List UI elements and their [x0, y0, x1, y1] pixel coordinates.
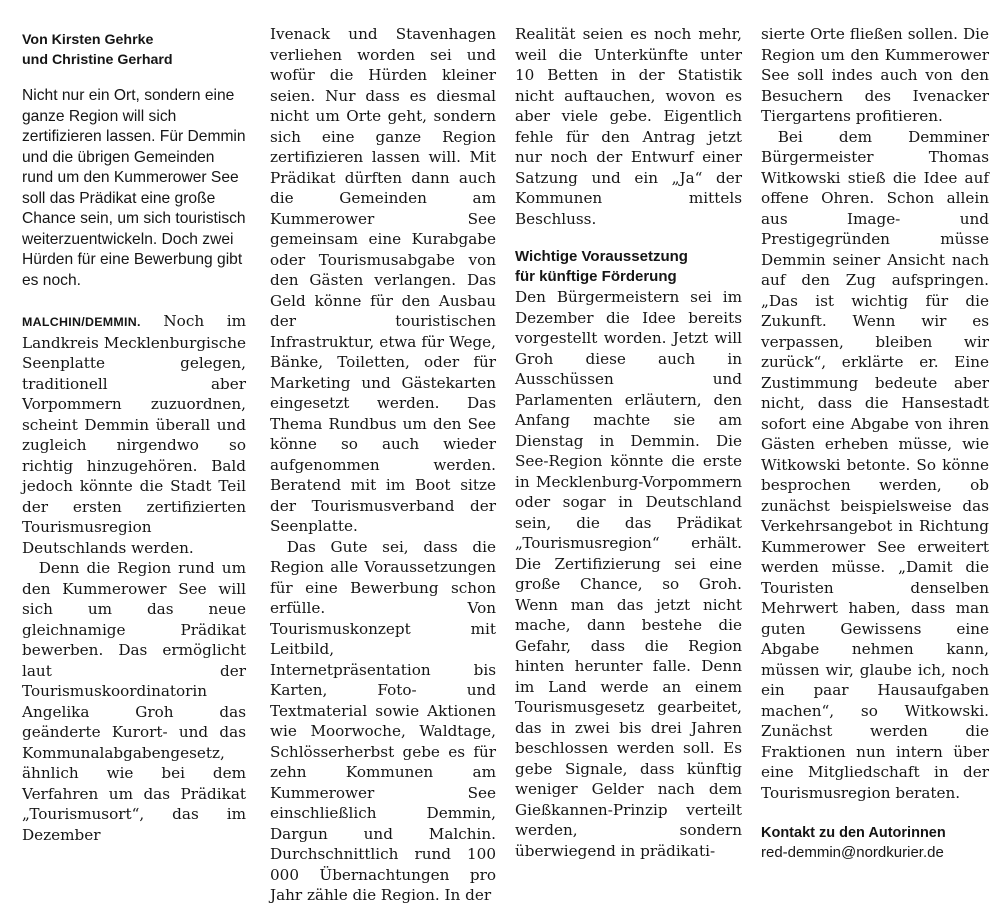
column-1: [22, 24, 246, 845]
byline-line-2: und Christine Gerhard: [22, 52, 173, 68]
subheading: [515, 247, 742, 287]
paragraph-3: Ivenack und Stavenhagen verliehen worden sei und wofür die Hürden kleiner seien. Nur dass es diesmal nicht um Orte geht, sondern sich eine ganze Region zertifizieren lassen will. Mit Prädikat dürften dann auch die Gemeinden am Kummerower See gemeinsam eine Kurabgabe oder Tourismusabgabe von den Gästen verlangen. Das Geld könne für den Ausbau der touristischen Infrastruktur, etwa für Wege, Bänke, Toiletten, oder für Marketing und Gästekarten eingesetzt werden. Das Thema Rundbus um den See könne so auch wieder aufgenommen werden. Beratend mit im Boot sitze der Tourismusverband der Seenplatte.: [270, 25, 496, 535]
contact-email[interactable]: red-demmin@nordkurier.de: [761, 844, 944, 861]
byline: [22, 30, 246, 70]
contact-heading: Kontakt zu den Autorinnen: [761, 825, 946, 841]
column-4: [761, 24, 989, 863]
paragraph-1: [22, 311, 246, 558]
column-3: [515, 24, 742, 861]
paragraph-5: Realität seien es noch mehr, weil die Unterkünfte unter 10 Betten in der Statistik nicht auftauchen, wovon es aber viele gebe. Eigentlich fehle für den Antrag jetzt nur noch der Entwurf einer Satzung und ein „Ja“ der Kommunen mittels Beschluss.: [515, 25, 742, 228]
paragraph-6: Den Bürgermeistern sei im Dezember die Idee bereits vorgestellt worden. Jetzt will Groh diese auch in Ausschüssen und Parlamenten erläutern, den Anfang machte sie am Dienstag in Demmin. Die See-Region könnte die erste in Mecklenburg-Vorpommern oder sogar in Deutschland sein, die das Prädikat „Tourismusregion“ erhält. Die Zertifizierung sei eine große Chance, so Groh. Wenn man das jetzt nicht mache, dann bestehe die Gefahr, dass die Region hinten herunter falle. Denn im Land werde an einem Tourismusgesetz gearbeitet, das in zwei bis drei Jahren beschlossen werden soll. Es gebe Signale, dass künftig weniger Gelder nach dem Gießkannen-Prinzip verteilt werden, sondern überwiegend in prädikati-: [515, 288, 742, 860]
subheading-line-1: Wichtige Voraussetzung: [515, 248, 688, 265]
paragraph-4: Das Gute sei, dass die Region alle Voraussetzungen für eine Bewerbung schon erfülle. Von Tourismuskonzept mit Leitbild, Internetpräsentation bis Karten, Foto- und Textmaterial sowie Aktionen wie Moorwoche, Waldtage, Schlösserherbst gebe es für zehn Kommunen am Kummerower See einschließlich Demmin, Dargun und Malchin. Durchschnittlich rund 100 000 Übernachtungen pro Jahr zähle die Region. In der: [270, 537, 496, 904]
paragraph-8: Bei dem Demminer Bürgermeister Thomas Witkowski stieß die Idee auf offene Ohren. Schon allein aus Image- und Prestigegründen müsse Demmin seiner Ansicht nach auf den Zug aufspringen. „Das ist wichtig für die Zukunft. Wenn wir es verpassen, bleiben wir zurück“, erklärte er. Eine Zustimmung bedeute aber nicht, dass die Hansestadt sofort eine Abgabe von ihren Gästen erheben müsse, wie Witkowski betonte. So könne besprochen werden, ob zunächst beispielsweise das Verkehrsangebot in Richtung Kummerower See erweitert werden müsse. „Damit die Touristen denselben Mehrwert haben, dass man guten Gewissens eine Abgabe nehmen kann, müssen wir, glaube ich, noch ein paar Hausaufgaben machen“, so Witkowski. Zunächst werden die Fraktionen nun intern über eine Mitgliedschaft in der Tourismusregion beraten.: [761, 127, 989, 802]
paragraph-1-text: Noch im Landkreis Mecklenburgische Seenplatte gelegen, traditionell aber Vorpommern zuzuordnen, scheint Demmin überall und zugleich nirgendwo so richtig hinzugehören. Bald jedoch könnte die Stadt Teil der ersten zertifizierten Tourismusregion Deutschlands werden.: [22, 312, 246, 557]
column-2: [270, 24, 496, 906]
dateline: MALCHIN/DEMMIN.: [22, 315, 141, 329]
paragraph-2: Denn die Region rund um den Kummerower See will sich um das neue gleichnamige Prädikat bewerben. Das ermöglicht laut der Tourismuskoordinatorin Angelika Groh das geänderte Kurort- und das Kommunalabgabengesetz, ähnlich wie bei dem Verfahren um das Prädikat „Tourismusort“, das im Dezember: [22, 559, 246, 844]
lead-paragraph: Nicht nur ein Ort, sondern eine ganze Region will sich zertifizieren lassen. Für Demmin und die übrigen Gemeinden rund um den Kummerower See soll das Prädikat eine große Chance sein, um sich touristisch weiterzuentwickeln. Doch zwei Hürden für eine Bewerbung gibt es noch.: [22, 87, 246, 289]
paragraph-7: sierte Orte fließen sollen. Die Region um den Kummerower See soll indes auch von den Besuchern des Ivenacker Tiergartens profitieren.: [761, 25, 989, 125]
subheading-line-2: für künftige Förderung: [515, 268, 677, 285]
byline-line-1: Von Kirsten Gehrke: [22, 32, 154, 48]
